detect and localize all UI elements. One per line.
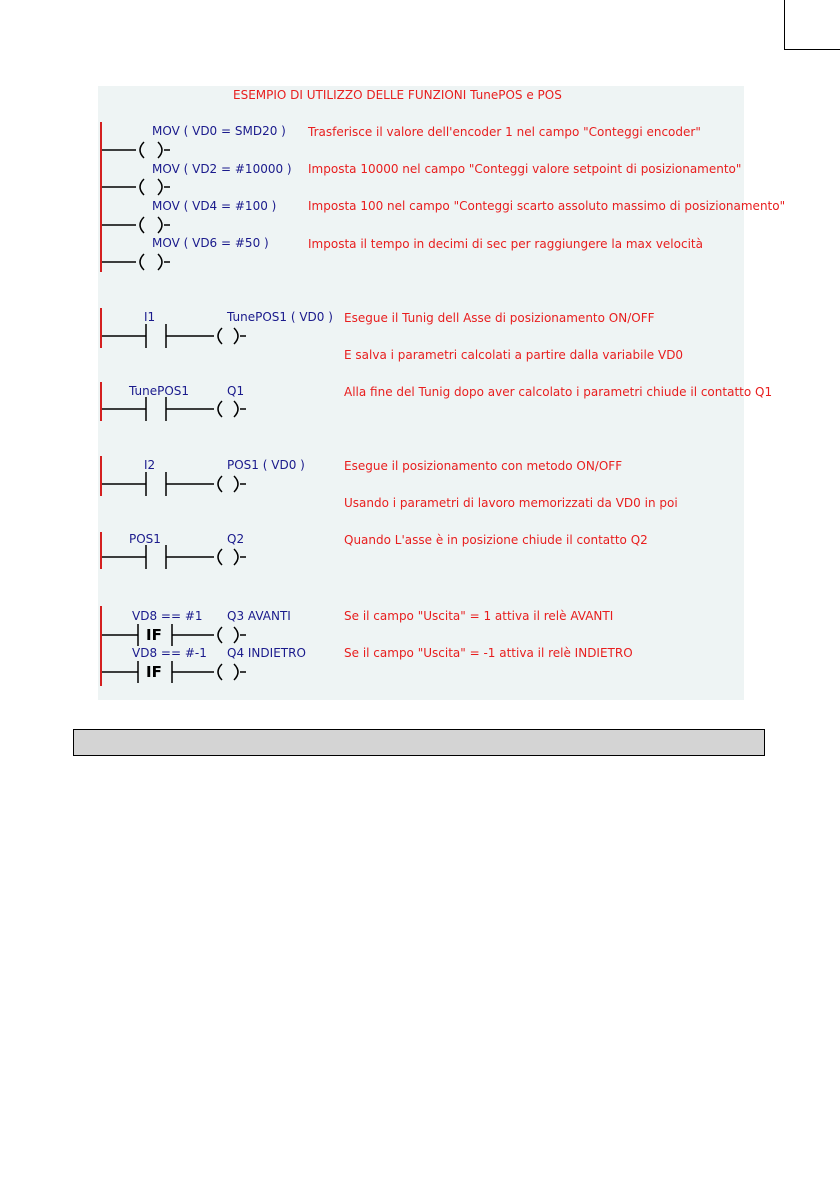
contact-label-pos1: POS1 [129, 532, 161, 546]
if-block-1: IF [146, 626, 162, 644]
comment-7: Esegue il posizionamento con metodo ON/OFF [344, 459, 623, 473]
comment-7b: Usando i parametri di lavoro memorizzati da VD0 in poi [344, 496, 678, 510]
mov-rung-2-graphics [102, 179, 170, 195]
coil-label-q4: Q4 INDIETRO [227, 646, 306, 660]
rung-pos1-graphics [102, 545, 246, 569]
comment-2: Imposta 10000 nel campo "Conteggi valore setpoint di posizionamento" [308, 162, 742, 176]
crop-mark-horizontal [785, 49, 840, 50]
rung-i1-graphics [102, 324, 246, 348]
coil-label-q3: Q3 AVANTI [227, 609, 291, 623]
comment-6: Alla fine del Tunig dopo aver calcolato i parametri chiude il contatto Q1 [344, 385, 773, 399]
contact-label-i2: I2 [144, 458, 156, 472]
mov-rung-1-graphics [102, 142, 170, 158]
rung-if-2-graphics [102, 661, 246, 683]
comment-5: Esegue il Tunig dell Asse di posizionamento ON/OFF [344, 311, 655, 325]
comment-5b: E salva i parametri calcolati a partire dalla variabile VD0 [344, 348, 684, 362]
ladder-diagram [98, 86, 786, 700]
diagram-title: ESEMPIO DI UTILIZZO DELLE FUNZIONI TunePOS e POS [233, 88, 562, 102]
gray-header-bar [73, 729, 765, 756]
comment-3: Imposta 100 nel campo "Conteggi scarto assoluto massimo di posizionamento" [308, 199, 786, 213]
mov-label-4: MOV ( VD6 = #50 ) [152, 236, 269, 250]
coil-label-tunepos1: TunePOS1 ( VD0 ) [227, 310, 333, 324]
mov-rung-4-graphics [102, 254, 170, 270]
comment-8: Quando L'asse è in posizione chiude il contatto Q2 [344, 533, 648, 547]
rung-if-1-graphics [102, 624, 246, 646]
if-block-2: IF [146, 663, 162, 681]
mov-label-3: MOV ( VD4 = #100 ) [152, 199, 277, 213]
comment-4: Imposta il tempo in decimi di sec per raggiungere la max velocità [308, 237, 703, 251]
rung-i2-graphics [102, 472, 246, 496]
contact-label-i1: I1 [144, 310, 156, 324]
rung-tunepos1-graphics [102, 397, 246, 421]
comment-9: Se il campo "Uscita" = 1 attiva il relè AVANTI [344, 609, 614, 623]
compare-label-1: VD8 == #1 [132, 609, 203, 623]
mov-rung-3-graphics [102, 217, 170, 233]
contact-label-tunepos1: TunePOS1 [129, 384, 190, 398]
comment-1: Trasferisce il valore dell'encoder 1 nel campo "Conteggi encoder" [308, 125, 701, 139]
comment-10: Se il campo "Uscita" = -1 attiva il relè INDIETRO [344, 646, 633, 660]
coil-label-pos1: POS1 ( VD0 ) [227, 458, 305, 472]
compare-label-2: VD8 == #-1 [132, 646, 207, 660]
coil-label-q2: Q2 [227, 532, 245, 546]
crop-mark-vertical [784, 0, 785, 50]
mov-label-1: MOV ( VD0 = SMD20 ) [152, 124, 286, 138]
mov-label-2: MOV ( VD2 = #10000 ) [152, 162, 292, 176]
coil-label-q1: Q1 [227, 384, 245, 398]
